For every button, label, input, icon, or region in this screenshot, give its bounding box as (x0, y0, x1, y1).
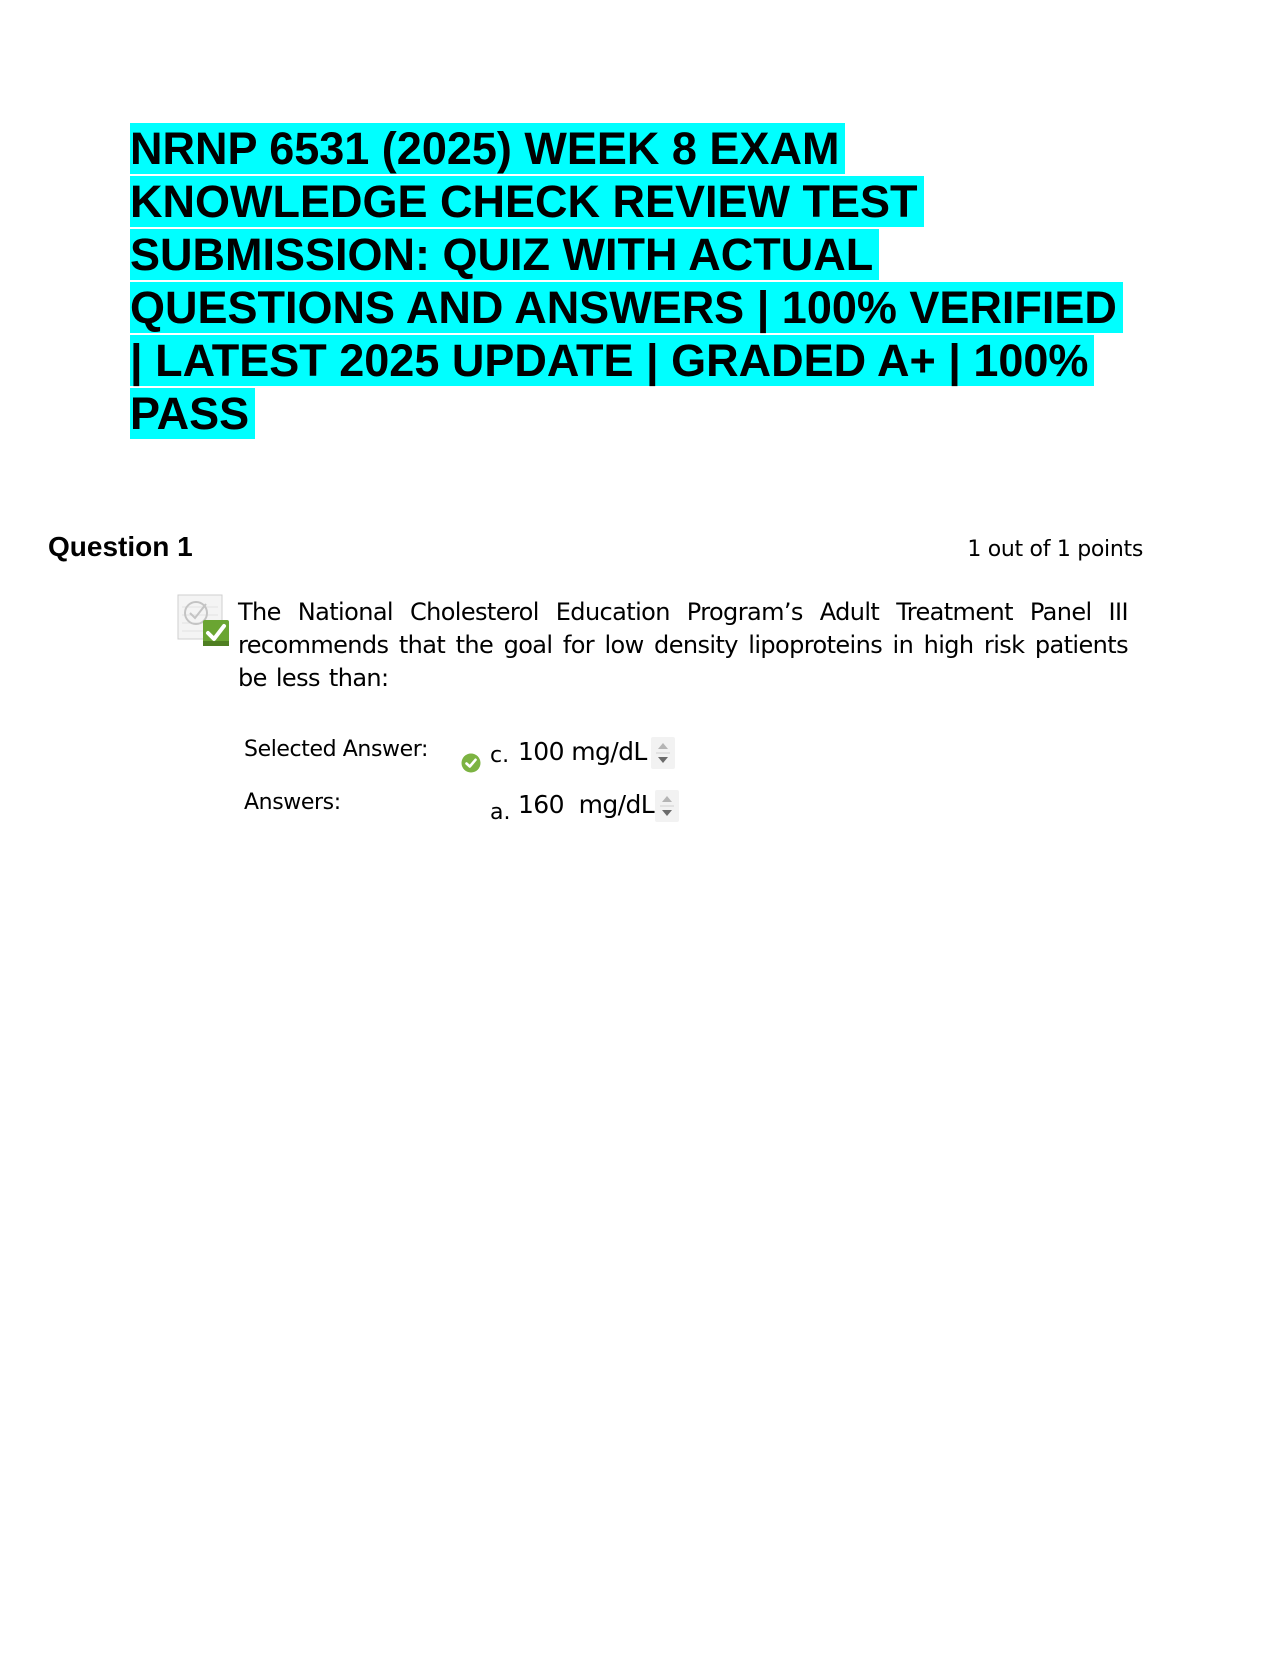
check-circle-icon (461, 753, 481, 773)
title-line: | LATEST 2025 UPDATE | GRADED A+ | 100% (130, 334, 1094, 387)
scroll-spinner[interactable] (655, 790, 679, 822)
title-line: QUESTIONS AND ANSWERS | 100% VERIFIED (130, 281, 1123, 334)
title-line: SUBMISSION: QUIZ WITH ACTUAL (130, 228, 879, 281)
question-text: The National Cholesterol Education Program’s Adult Treatment Panel III recommends that the goal for low density lipoproteins in high risk patients be less than: (238, 598, 1128, 692)
title-line: PASS (130, 387, 255, 440)
selected-answer-row (244, 735, 764, 771)
title-line: KNOWLEDGE CHECK REVIEW TEST (130, 175, 924, 228)
answers-label: Answers: (244, 790, 341, 815)
selected-answer-value: 100 mg/dL (518, 737, 647, 766)
selected-answer-label: Selected Answer: (244, 737, 429, 762)
document-title (130, 122, 1170, 440)
question-points: 1 out of 1 points (967, 537, 1143, 562)
correct-question-icon (176, 593, 232, 649)
scroll-spinner[interactable] (651, 737, 675, 769)
selected-answer-letter: c. (490, 743, 510, 768)
answer-value: 160 mg/dL (518, 790, 655, 819)
answer-letter: a. (490, 800, 511, 825)
title-line: NRNP 6531 (2025) WEEK 8 EXAM (130, 122, 845, 175)
question-heading: Question 1 (48, 531, 193, 562)
answers-row (244, 788, 764, 824)
